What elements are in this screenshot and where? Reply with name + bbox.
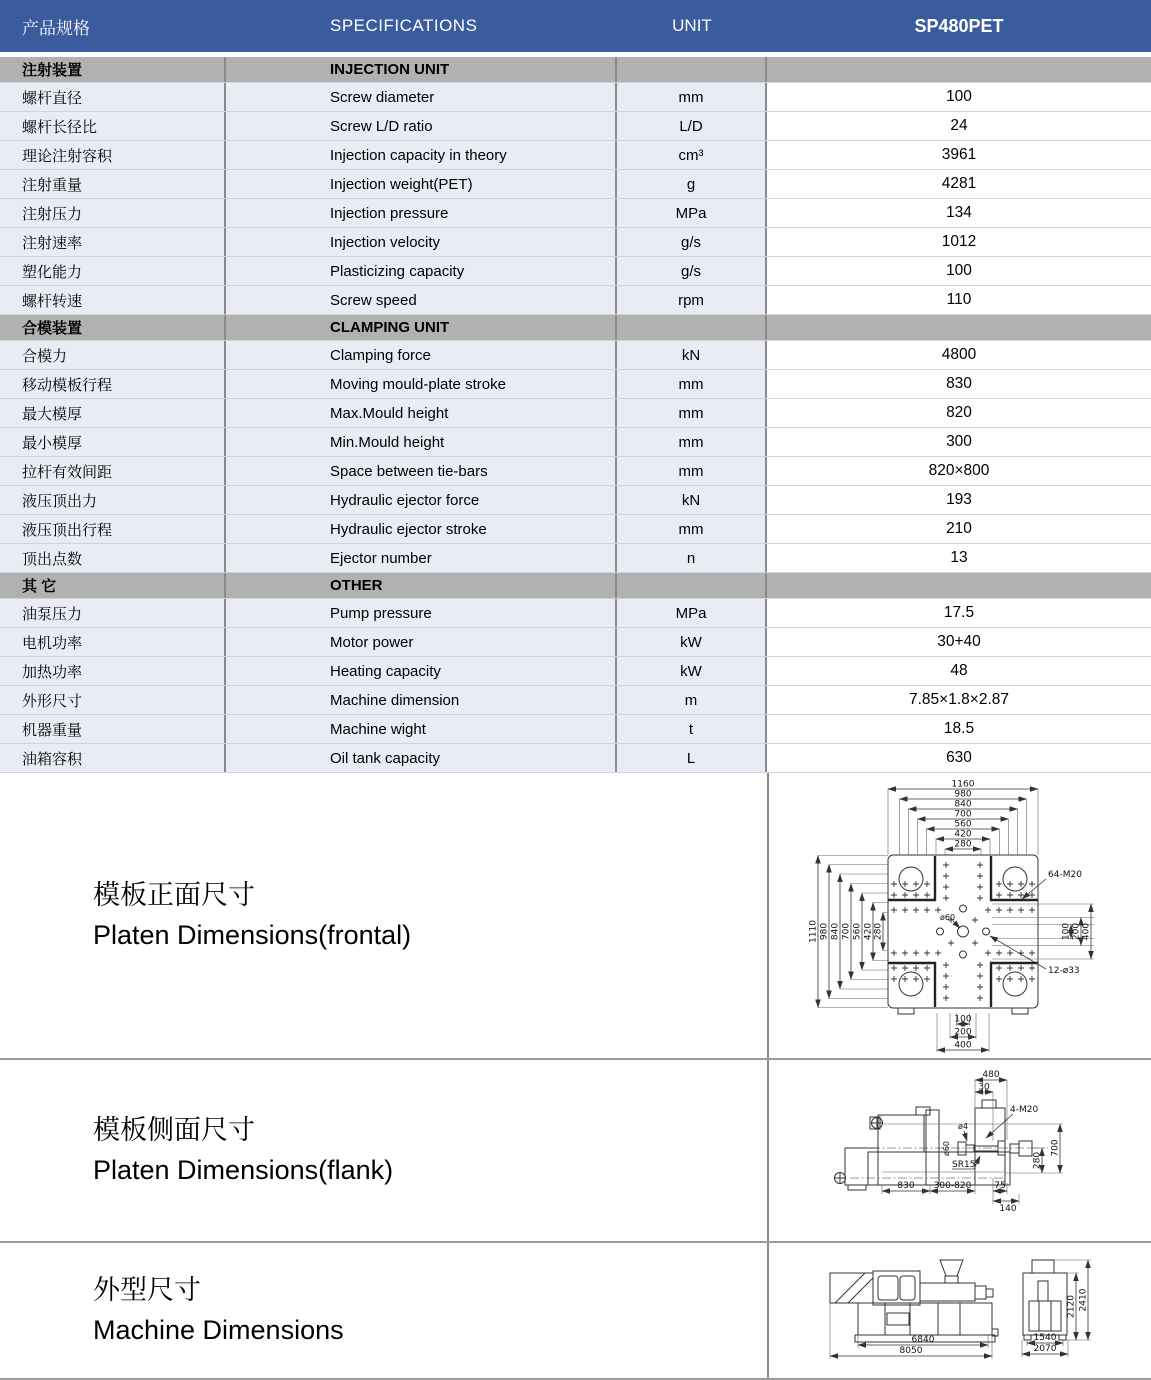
table-row xyxy=(0,399,1151,428)
spec-name-cn: 注射重量 xyxy=(0,170,226,198)
dim-label: 140 xyxy=(999,1204,1017,1214)
spec-name-cn: 塑化能力 xyxy=(0,257,226,285)
nozzle-dia-label: ø60 xyxy=(942,1140,951,1157)
diagram-row-flank xyxy=(0,1060,1151,1243)
spec-name-cn: 注射压力 xyxy=(0,199,226,227)
diagram-title-en: Machine Dimensions xyxy=(93,1314,344,1345)
spec-unit: mm xyxy=(617,515,767,543)
spec-name-cn: 移动模板行程 xyxy=(0,370,226,398)
dim-label: 840 xyxy=(830,922,841,941)
spec-name-en: Space between tie-bars xyxy=(226,457,617,485)
spec-value: 193 xyxy=(767,486,1151,514)
spec-name-en: Screw speed xyxy=(226,286,617,314)
dim-label: 280 xyxy=(873,922,884,941)
section-name-cn: 其 它 xyxy=(0,573,226,598)
spec-unit: mm xyxy=(617,457,767,485)
platen-frontal-diagram xyxy=(770,773,1150,1058)
machine-side-view xyxy=(830,1260,998,1342)
spec-name-en: Screw L/D ratio xyxy=(226,112,617,140)
diagram-title-flank xyxy=(0,1060,769,1241)
section-unit-cell xyxy=(617,315,767,340)
table-row xyxy=(0,141,1151,170)
spec-name-en: Pump pressure xyxy=(226,599,617,627)
product-spec-header: 产品规格 xyxy=(22,18,90,38)
dim-label: 420 xyxy=(863,922,874,941)
dim-label: 100 xyxy=(1061,922,1072,941)
section-name-en: OTHER xyxy=(226,573,617,598)
spec-value: 820×800 xyxy=(767,457,1151,485)
center-hole-label: ø60 xyxy=(940,913,956,922)
spec-value: 4281 xyxy=(767,170,1151,198)
dim-label: 1540 xyxy=(1033,1333,1057,1343)
spec-name-cn: 合模力 xyxy=(0,341,226,369)
spec-name-en: Ejector number xyxy=(226,544,617,572)
spec-name-en: Heating capacity xyxy=(226,657,617,685)
spec-name-cn: 外形尺寸 xyxy=(0,686,226,714)
table-row xyxy=(0,286,1151,315)
spec-name-en: Injection pressure xyxy=(226,199,617,227)
dim-label: 400 xyxy=(954,1040,972,1051)
spec-unit: MPa xyxy=(617,599,767,627)
spec-unit: g/s xyxy=(617,228,767,256)
spec-unit: mm xyxy=(617,399,767,427)
dim-label: 280 xyxy=(1032,1151,1043,1170)
spec-unit: kW xyxy=(617,657,767,685)
spec-name-en: Injection weight(PET) xyxy=(226,170,617,198)
spec-value: 300 xyxy=(767,428,1151,456)
dim-label: 980 xyxy=(954,789,972,800)
section-name-cn: 合模装置 xyxy=(0,315,226,340)
table-row xyxy=(0,686,1151,715)
spec-value: 134 xyxy=(767,199,1151,227)
spec-name-cn: 油箱容积 xyxy=(0,744,226,772)
spec-unit: cm³ xyxy=(617,141,767,169)
spec-unit: kW xyxy=(617,628,767,656)
spec-unit: mm xyxy=(617,428,767,456)
spec-value: 630 xyxy=(767,744,1151,772)
spec-unit: mm xyxy=(617,83,767,111)
dim-label: 300-820 xyxy=(933,1181,972,1191)
spec-unit: L xyxy=(617,744,767,772)
spec-value: 30+40 xyxy=(767,628,1151,656)
table-row xyxy=(0,657,1151,686)
dim-label: 560 xyxy=(852,922,863,941)
dim-label: 700 xyxy=(1050,1139,1061,1157)
dim-label: 700 xyxy=(841,922,852,941)
spec-unit: g/s xyxy=(617,257,767,285)
table-row xyxy=(0,715,1151,744)
spec-name-cn: 螺杆长径比 xyxy=(0,112,226,140)
spec-value: 7.85×1.8×2.87 xyxy=(767,686,1151,714)
spec-name-cn: 理论注射容积 xyxy=(0,141,226,169)
spec-value: 210 xyxy=(767,515,1151,543)
dim-label: 560 xyxy=(954,819,972,830)
spec-value: 100 xyxy=(767,83,1151,111)
spec-name-en: Motor power xyxy=(226,628,617,656)
spec-name-cn: 拉杆有效间距 xyxy=(0,457,226,485)
dim-label: 8050 xyxy=(899,1346,923,1356)
diagram-figure-frontal xyxy=(769,773,1151,1058)
table-row xyxy=(0,544,1151,573)
spec-name-en: Injection velocity xyxy=(226,228,617,256)
dim-label: 30 xyxy=(978,1082,990,1093)
spec-unit: t xyxy=(617,715,767,743)
spec-name-en: Moving mould-plate stroke xyxy=(226,370,617,398)
machine-front-view xyxy=(1023,1260,1067,1340)
diagram-figure-machine xyxy=(769,1243,1151,1378)
section-value-cell xyxy=(767,57,1151,82)
diagram-title-machine xyxy=(0,1243,769,1378)
dim-label: 400 xyxy=(1081,922,1092,941)
diagram-title-frontal xyxy=(0,773,769,1058)
spec-unit: m xyxy=(617,686,767,714)
platen-outline xyxy=(888,855,1038,1014)
table-header xyxy=(0,0,1151,52)
spec-unit: mm xyxy=(617,370,767,398)
spec-name-en: Oil tank capacity xyxy=(226,744,617,772)
diagram-title-cn: 模板正面尺寸 xyxy=(93,880,255,911)
spec-name-cn: 油泵压力 xyxy=(0,599,226,627)
spec-name-en: Plasticizing capacity xyxy=(226,257,617,285)
spec-unit: g xyxy=(617,170,767,198)
spec-name-cn: 液压顶出力 xyxy=(0,486,226,514)
spec-value: 3961 xyxy=(767,141,1151,169)
section-value-cell xyxy=(767,573,1151,598)
table-row xyxy=(0,457,1151,486)
spec-name-cn: 顶出点数 xyxy=(0,544,226,572)
spec-name-cn: 螺杆直径 xyxy=(0,83,226,111)
machine-dimensions-diagram xyxy=(770,1243,1150,1378)
spec-unit: kN xyxy=(617,486,767,514)
spec-value: 110 xyxy=(767,286,1151,314)
table-row xyxy=(0,112,1151,141)
left-dimension-chain xyxy=(809,856,884,1008)
spec-value: 48 xyxy=(767,657,1151,685)
dim-label: 280 xyxy=(954,839,972,850)
bolt-count-label: 4-M20 xyxy=(1010,1105,1039,1115)
spec-value: 820 xyxy=(767,399,1151,427)
dim-label: 1160 xyxy=(951,779,975,790)
section-name-en: INJECTION UNIT xyxy=(226,57,617,82)
right-dimension-chain xyxy=(1062,904,1092,959)
table-row xyxy=(0,199,1151,228)
dim-label: 980 xyxy=(819,922,830,941)
table-row xyxy=(0,257,1151,286)
table-row xyxy=(0,599,1151,628)
section-row-other xyxy=(0,573,1151,599)
dim-label: 480 xyxy=(982,1070,1000,1080)
spec-name-cn: 机器重量 xyxy=(0,715,226,743)
spec-name-cn: 液压顶出行程 xyxy=(0,515,226,543)
table-row xyxy=(0,515,1151,544)
spec-value: 17.5 xyxy=(767,599,1151,627)
dim-label: 200 xyxy=(954,1027,972,1038)
spec-value: 24 xyxy=(767,112,1151,140)
spec-name-cn: 最小模厚 xyxy=(0,428,226,456)
dim-label: 6840 xyxy=(911,1335,935,1345)
dim-label: 840 xyxy=(954,799,972,810)
spec-name-cn: 螺杆转速 xyxy=(0,286,226,314)
dim-label: 2410 xyxy=(1078,1288,1089,1312)
table-row xyxy=(0,341,1151,370)
spec-name-cn: 最大模厚 xyxy=(0,399,226,427)
spec-table xyxy=(0,57,1151,773)
spec-name-en: Machine dimension xyxy=(226,686,617,714)
dim-label: 420 xyxy=(954,829,972,840)
bolt-hole-marks xyxy=(891,862,1035,1001)
spec-name-cn: 电机功率 xyxy=(0,628,226,656)
diagram-row-machine xyxy=(0,1243,1151,1380)
spec-unit: L/D xyxy=(617,112,767,140)
section-row-clamping xyxy=(0,315,1151,341)
dim-label: 100 xyxy=(954,1014,972,1025)
dim-label: 830 xyxy=(897,1181,915,1191)
model-header: SP480PET xyxy=(914,15,1004,36)
dim-label: 700 xyxy=(954,809,972,820)
section-row-injection xyxy=(0,57,1151,83)
diagram-row-frontal xyxy=(0,773,1151,1060)
diagram-title-en: Platen Dimensions(flank) xyxy=(93,1154,394,1185)
spec-unit: n xyxy=(617,544,767,572)
diagram-title-cn: 模板侧面尺寸 xyxy=(93,1115,255,1146)
spec-name-en: Injection capacity in theory xyxy=(226,141,617,169)
dim-label: 200 xyxy=(1071,922,1082,941)
spec-name-en: Machine wight xyxy=(226,715,617,743)
bottom-dimension-chain xyxy=(937,1015,989,1051)
table-row xyxy=(0,428,1151,457)
spec-unit: rpm xyxy=(617,286,767,314)
spec-value: 4800 xyxy=(767,341,1151,369)
spec-name-en: Min.Mould height xyxy=(226,428,617,456)
table-row xyxy=(0,744,1151,773)
bolt-count-label: 64-M20 xyxy=(1048,870,1082,880)
section-value-cell xyxy=(767,315,1151,340)
flank-dimensions xyxy=(882,1070,1063,1214)
hole-count-label: 12-ø33 xyxy=(1048,966,1080,976)
spec-unit: kN xyxy=(617,341,767,369)
spec-name-en: Hydraulic ejector force xyxy=(226,486,617,514)
table-row xyxy=(0,628,1151,657)
table-row xyxy=(0,486,1151,515)
table-row xyxy=(0,83,1151,112)
dim-label: 75 xyxy=(994,1181,1006,1191)
section-name-cn: 注射装置 xyxy=(0,57,226,82)
dim-label: 1110 xyxy=(808,920,819,943)
table-row xyxy=(0,228,1151,257)
spec-name-en: Max.Mould height xyxy=(226,399,617,427)
spec-value: 18.5 xyxy=(767,715,1151,743)
table-row xyxy=(0,370,1151,399)
specifications-header: SPECIFICATIONS xyxy=(330,16,478,35)
diagram-title-en: Platen Dimensions(frontal) xyxy=(93,919,412,950)
dim-label: 2120 xyxy=(1066,1295,1077,1318)
spec-value: 1012 xyxy=(767,228,1151,256)
dim-label: 2070 xyxy=(1033,1344,1057,1354)
unit-header: UNIT xyxy=(672,16,712,35)
orifice-label: ø4 xyxy=(958,1122,968,1131)
diagram-title-cn: 外型尺寸 xyxy=(93,1275,201,1306)
top-dimension-chain xyxy=(888,780,1038,850)
section-name-en: CLAMPING UNIT xyxy=(226,315,617,340)
spec-name-cn: 注射速率 xyxy=(0,228,226,256)
spec-name-en: Screw diameter xyxy=(226,83,617,111)
diagram-figure-flank xyxy=(769,1060,1151,1241)
spec-value: 830 xyxy=(767,370,1151,398)
spec-value: 100 xyxy=(767,257,1151,285)
section-unit-cell xyxy=(617,57,767,82)
table-row xyxy=(0,170,1151,199)
section-unit-cell xyxy=(617,573,767,598)
spec-value: 13 xyxy=(767,544,1151,572)
sphere-radius-label: SR15 xyxy=(952,1160,976,1170)
spec-name-cn: 加热功率 xyxy=(0,657,226,685)
spec-unit: MPa xyxy=(617,199,767,227)
spec-name-en: Clamping force xyxy=(226,341,617,369)
platen-flank-diagram xyxy=(770,1060,1150,1241)
spec-name-en: Hydraulic ejector stroke xyxy=(226,515,617,543)
